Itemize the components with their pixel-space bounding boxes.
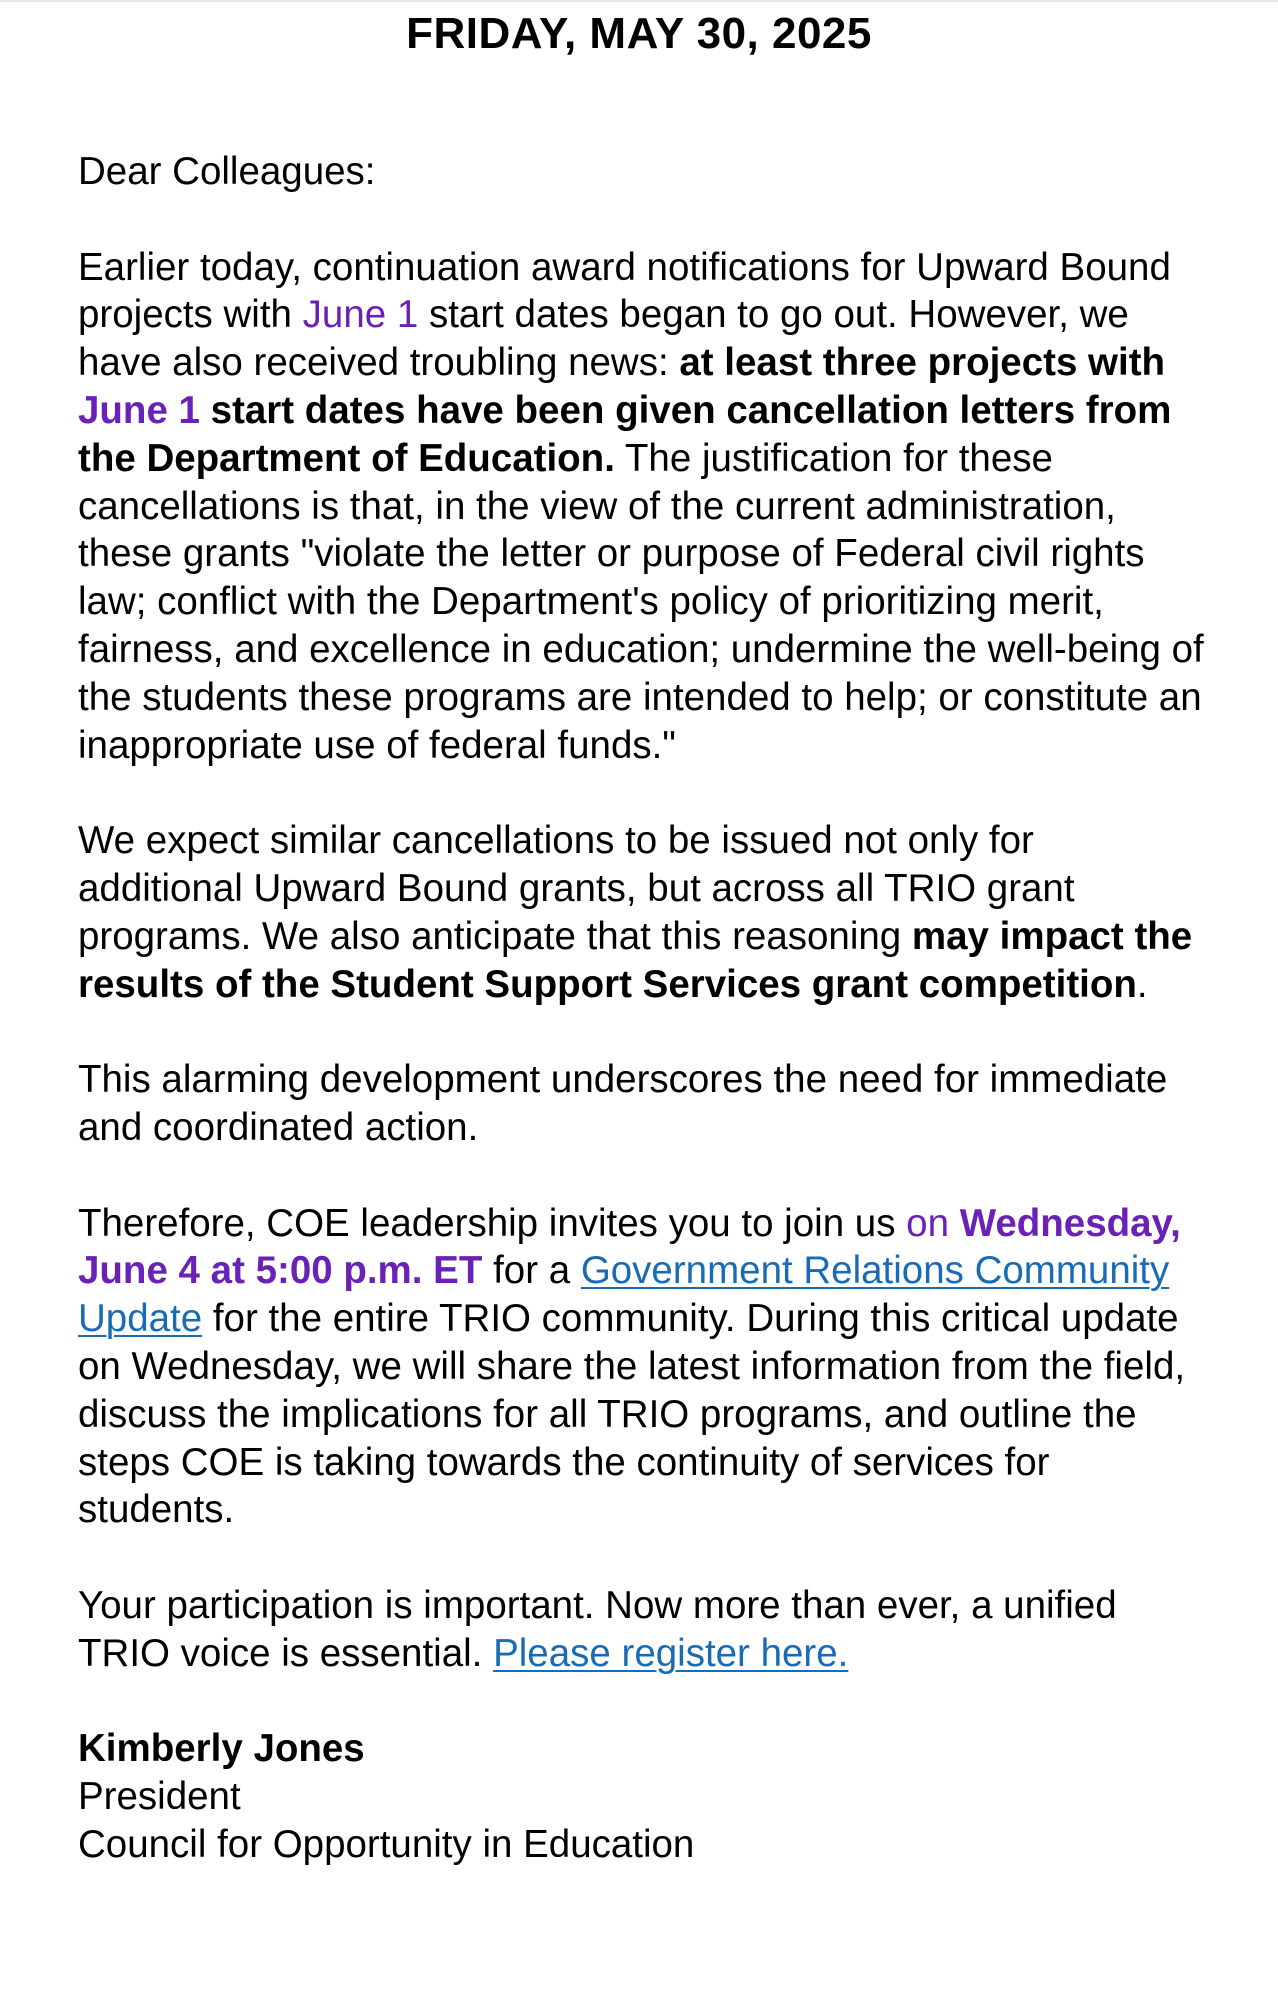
letter-body — [78, 148, 1208, 1869]
paragraph-participation: Your participation is important. Now more than ever, a unified TRIO voice is essential. Please register here. — [78, 1583, 1117, 1675]
date-highlight: June 1 — [302, 293, 419, 337]
signature-name: Kimberly Jones — [78, 1727, 365, 1771]
paragraph-expectations: We expect similar cancellations to be issued not only for additional Upward Bound grants, but across all TRIO grant programs. We also anticipate that this reasoning may impact the results of the Student Support Services grant competition. — [78, 819, 1193, 1006]
register-link[interactable]: Please register here. — [493, 1631, 849, 1675]
community-update-link[interactable]: Government Relations Community Update — [78, 1249, 1170, 1341]
signature-org: Council for Opportunity in Education — [78, 1822, 695, 1866]
paragraph-invitation: Therefore, COE leadership invites you to join us on Wednesday, June 4 at 5:00 p.m. ET for a Government Relations Community Update for the entire TRIO community. During this critical update on Wednesday, we will share the latest information from the field, discuss the implications for all TRIO programs, and outline the steps COE is taking towards the continuity of services for students. — [78, 1201, 1186, 1532]
event-datetime: Wednesday, June 4 at 5:00 p.m. ET — [78, 1201, 1181, 1293]
paragraph-alarming: This alarming development underscores the need for immediate and coordinated action. — [78, 1058, 1168, 1149]
date-highlight: June 1 — [78, 388, 200, 432]
signature-block — [78, 1725, 1208, 1868]
top-divider — [0, 0, 1278, 2]
date-header: FRIDAY, MAY 30, 2025 — [406, 9, 872, 58]
signature-title: President — [78, 1775, 241, 1819]
paragraph-cancellations: Earlier today, continuation award notifications for Upward Bound projects with June 1 start dates began to go out. However, we have also received troubling news: at least three projects with June 1 start dates have been given cancellation letters from the Department of Education. The justification for these cancellations is that, in the view of the current administration, these grants "violate the letter or purpose of Federal civil rights law; conflict with the Department's policy of prioritizing merit, fairness, and excellence in education; undermine the well-being of the students these programs are intended to help; or constitute an inappropriate use of federal funds." — [78, 245, 1204, 767]
salutation: Dear Colleagues: — [78, 150, 376, 193]
